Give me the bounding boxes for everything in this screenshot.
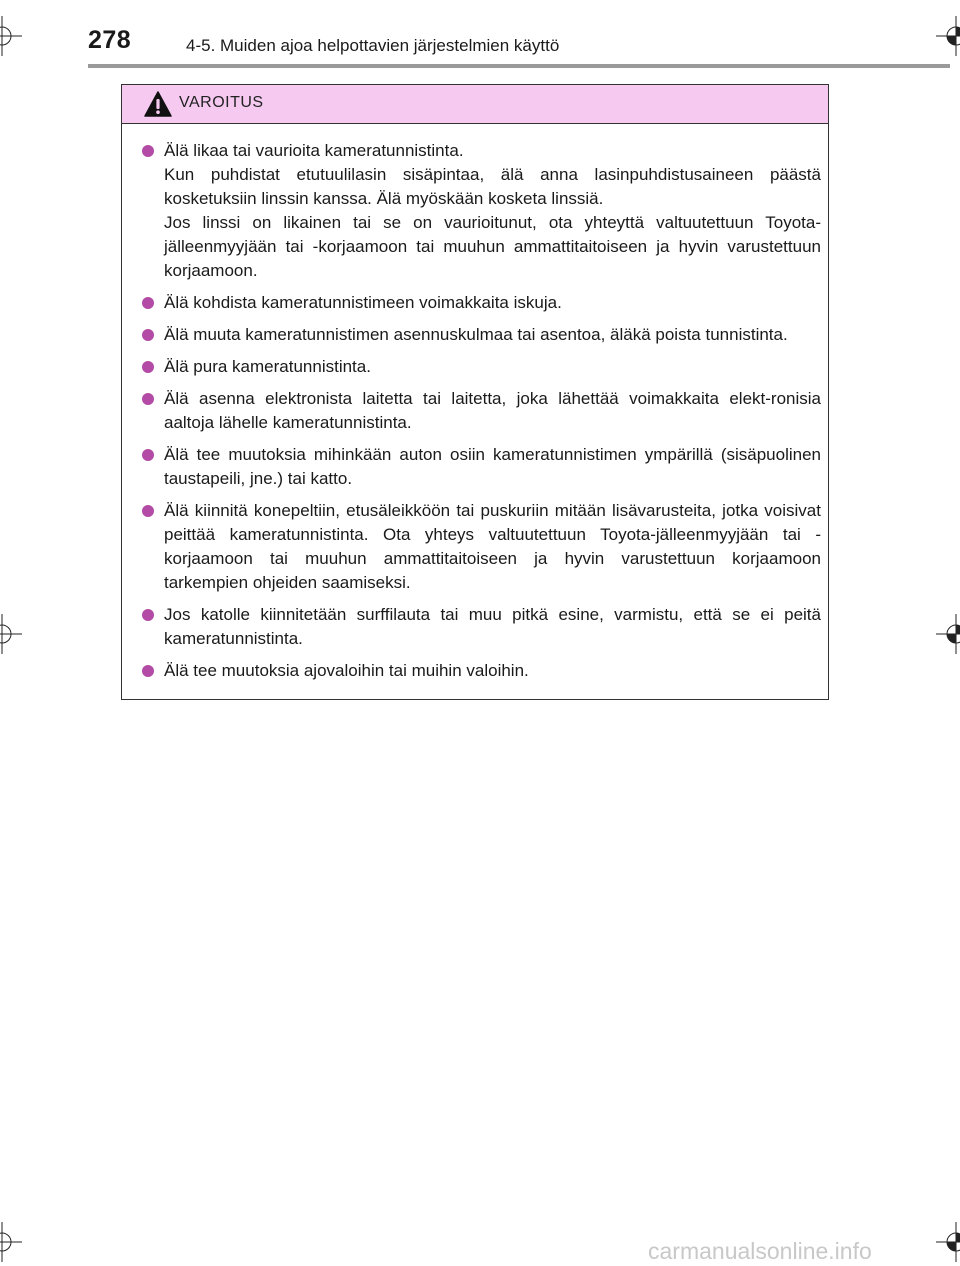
warning-item-text: Älä muuta kameratunnistimen asennuskulmaa tai asentoa, äläkä poista tunnistinta. xyxy=(164,325,788,344)
bullet-icon xyxy=(142,361,154,373)
warning-item xyxy=(122,139,821,283)
bullet-icon xyxy=(142,145,154,157)
crop-mark-bottom-right xyxy=(936,1222,960,1262)
warning-triangle-icon xyxy=(144,91,172,117)
warning-item xyxy=(122,323,821,347)
warning-item-text: Älä tee muutoksia mihinkään auton osiin kameratunnistimen ympärillä (sisäpuolinen taustapeili, jne.) tai katto. xyxy=(164,445,821,488)
warning-item xyxy=(122,499,821,595)
warning-item xyxy=(122,355,821,379)
bullet-icon xyxy=(142,449,154,461)
warning-item-text: Älä asenna elektronista laitetta tai laitetta, joka lähettää voimakkaita elekt-ronisia aaltoja lähelle kameratunnistinta. xyxy=(164,389,821,432)
warning-item-text: Älä kiinnitä konepeltiin, etusäleikköön tai puskuriin mitään lisävarusteita, jotka voisivat peittää kameratunnistinta. Ota yhteys valtuutettuun Toyota-jälleenmyyjään tai -korjaamoon tai muuhun ammattitaitoiseen ja hyvin varustettuun korjaamoon tarkempien ohjeiden saamiseksi. xyxy=(164,501,821,592)
warning-item-text: Jos linssi on likainen tai se on vaurioitunut, ota yhteyttä valtuutettuun Toyota-jälleenmyyjään tai -korjaamoon tai muuhun ammattitaitoiseen ja hyvin varustettuun korjaamoon. xyxy=(164,213,821,280)
crop-mark-mid-right xyxy=(936,614,960,654)
warning-item xyxy=(122,659,821,683)
bullet-icon xyxy=(142,297,154,309)
warning-item xyxy=(122,603,821,651)
section-title: 4-5. Muiden ajoa helpottavien järjestelmien käyttö xyxy=(186,36,560,55)
warning-title: VAROITUS xyxy=(179,94,264,111)
warning-item xyxy=(122,387,821,435)
bullet-icon xyxy=(142,329,154,341)
bullet-icon xyxy=(142,665,154,677)
crop-mark-mid-left xyxy=(0,614,22,654)
warning-item xyxy=(122,443,821,491)
warning-item xyxy=(122,291,821,315)
crop-mark-bottom-left xyxy=(0,1222,22,1262)
warning-item-text: Älä kohdista kameratunnistimeen voimakkaita iskuja. xyxy=(164,293,562,312)
crop-mark-top-right xyxy=(936,16,960,56)
header-rule xyxy=(88,64,950,68)
page-number: 278 xyxy=(88,26,132,54)
warning-item-text: Kun puhdistat etutuulilasin sisäpintaa, älä anna lasinpuhdistusaineen päästä kosketuksiin linssin kanssa. Älä myöskään kosketa linssiä. xyxy=(164,165,821,208)
warning-item-text: Älä pura kameratunnistinta. xyxy=(164,357,371,376)
crop-mark-top-left xyxy=(0,16,22,56)
warning-list xyxy=(122,124,828,683)
bullet-icon xyxy=(142,505,154,517)
bullet-icon xyxy=(142,609,154,621)
warning-item-text: Jos katolle kiinnitetään surffilauta tai muu pitkä esine, varmistu, että se ei peitä kameratunnistinta. xyxy=(164,605,821,648)
warning-item-text: Älä likaa tai vaurioita kameratunnistinta. xyxy=(164,141,464,160)
warning-box xyxy=(121,84,829,700)
bullet-icon xyxy=(142,393,154,405)
watermark[interactable]: carmanualsonline.info xyxy=(648,1238,872,1264)
warning-header xyxy=(122,85,828,124)
warning-item-text: Älä tee muutoksia ajovaloihin tai muihin valoihin. xyxy=(164,661,529,680)
